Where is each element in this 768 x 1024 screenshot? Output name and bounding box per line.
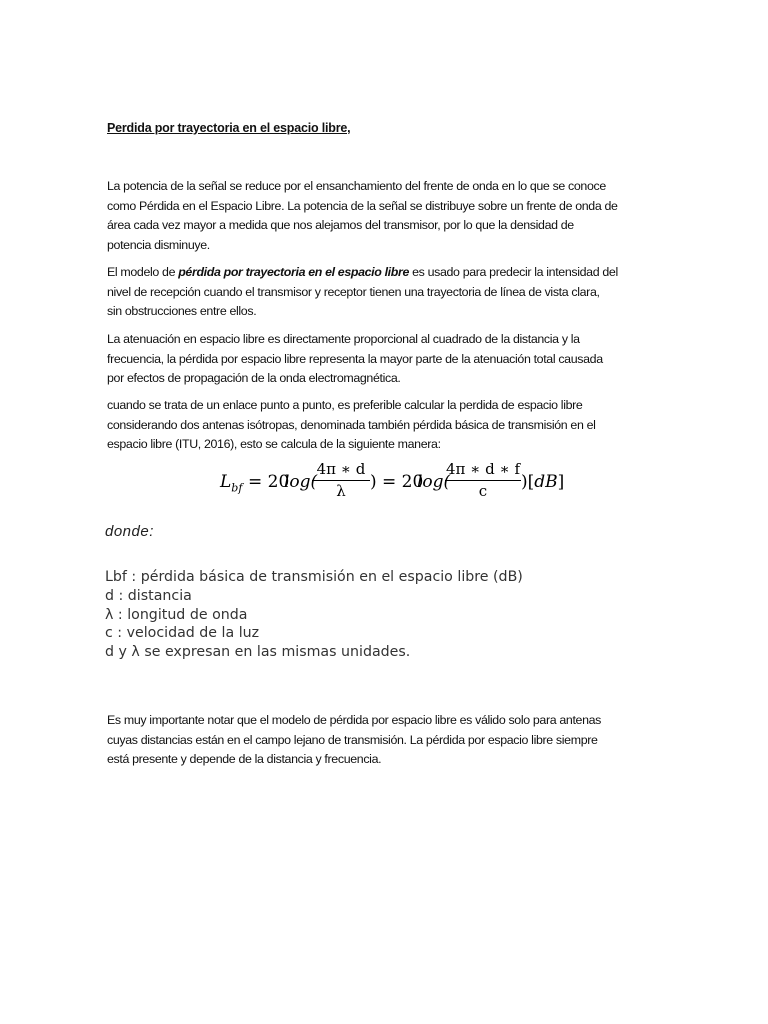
definition-item: λ : longitud de onda [105,606,248,623]
text-line: frecuencia, la pérdida por espacio libre representa la mayor parte de la atenuación total causada [107,351,603,366]
formula-fraction-1 [312,460,370,500]
fraction-bar [312,480,370,481]
formula-lhs [220,472,242,494]
text-line: espacio libre (ITU, 2016), esto se calcula de la siguiente manera: [107,437,441,452]
paragraph-attenuation [107,330,667,389]
definition-item: d y λ se expresan en las mismas unidades. [105,644,411,661]
fraction-numerator: 4π ∗ d [316,460,366,478]
text-line: considerando dos antenas isótropas, denominada también pérdida básica de transmisión en el [107,417,596,432]
free-space-loss-formula [220,460,565,510]
text-line: La atenuación en espacio libre es directamente proporcional al cuadrado de la distancia y la [107,332,580,346]
variable-definitions [105,568,523,662]
paragraph-signal-power [107,177,667,255]
paragraph-model-definition [107,263,667,322]
text-line: sin obstrucciones entre ellos. [107,304,257,319]
text-line: nivel de recepción cuando el transmisor y receptor tienen una trayectoria de línea de vista clara, [107,284,600,299]
fraction-numerator: 4π ∗ d ∗ f [445,460,521,478]
text-prefix: El modelo de [107,265,179,279]
text-line: Es muy importante notar que el modelo de pérdida por espacio libre es válido solo para antenas [107,713,602,727]
text-line [107,263,667,283]
fraction-bar [445,480,521,481]
definition-item: d : distancia [105,587,192,604]
formula-unit: )[dB] [521,472,565,492]
section-heading: Perdida por trayectoria en el espacio libre, [107,121,351,135]
fraction-denominator: c [478,482,488,500]
formula-fraction-2 [445,460,521,500]
italic-term: pérdida por trayectoria en el espacio libre [178,265,410,279]
formula-log2: log( [417,472,451,492]
paragraph-point-to-point [107,396,667,455]
text-line: La potencia de la señal se reduce por el ensanchamiento del frente de onda en lo que se conoce [107,179,606,193]
definition-item: Lbf : pérdida básica de transmisión en el espacio libre (dB) [105,569,523,585]
paragraph-validity-note [107,711,667,770]
fraction-denominator: λ [336,482,346,500]
definition-item: c : velocidad de la luz [105,625,260,642]
formula-eq2: ) = 20 [370,472,424,492]
text-line: como Pérdida en el Espacio Libre. La potencia de la señal se distribuye sobre un frente de onda de [107,198,618,213]
text-suffix: es usado para predecir la intensidad del [409,265,618,279]
text-line: cuyas distancias están en el campo lejano de transmisión. La pérdida por espacio libre siempre [107,732,598,747]
donde-label: donde: [105,523,154,540]
text-line: está presente y depende de la distancia y frecuencia. [107,752,382,767]
formula-lhs-subscript: bf [231,481,243,495]
text-line: área cada vez mayor a medida que nos alejamos del transmisor, por lo que la densidad de [107,218,574,233]
formula-log1: log( [284,472,318,492]
text-line: cuando se trata de un enlace punto a punto, es preferible calcular la perdida de espacio libre [107,398,583,412]
text-line: por efectos de propagación de la onda electromagnética. [107,371,401,386]
formula-eq1: = 20 [248,472,290,492]
text-line: potencia disminuye. [107,237,210,252]
formula-lhs-symbol: L [220,472,232,492]
